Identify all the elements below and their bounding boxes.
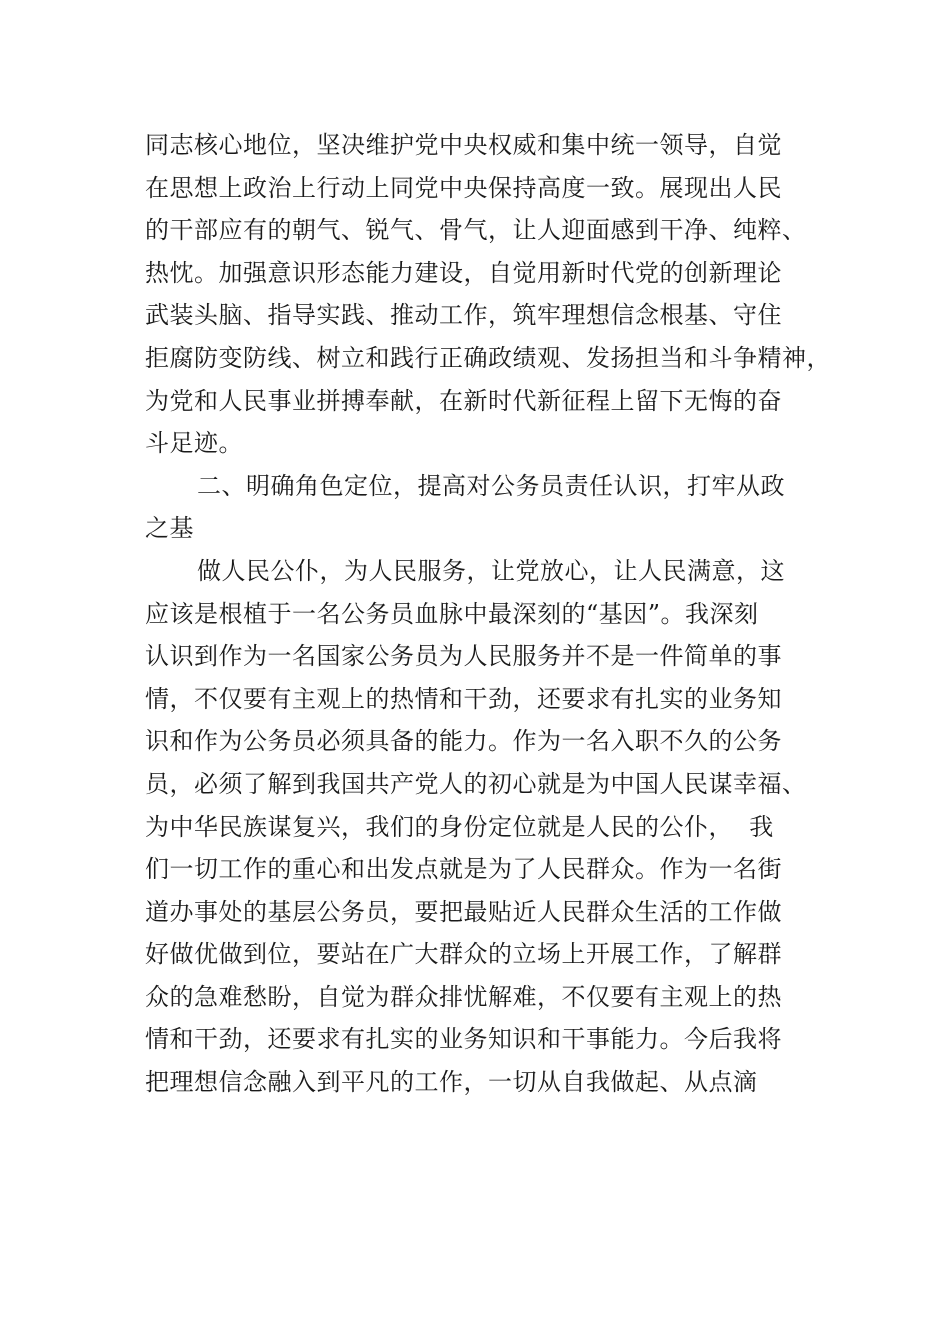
text-line: 应该是根植于一名公务员血脉中最深刻的“基因”。我深刻: [145, 599, 759, 628]
text-line: 员，必须了解到我国共产党人的初心就是为中国人民谋幸福、: [145, 769, 807, 798]
text-line: 道办事处的基层公务员，要把最贴近人民群众生活的工作做: [145, 897, 782, 926]
text-line: 热忱。加强意识形态能力建设，自觉用新时代党的创新理论: [145, 258, 782, 287]
paragraph-start: 做人民公仆，为人民服务，让党放心，让人民满意，这: [197, 556, 785, 585]
text-line: 情和干劲，还要求有扎实的业务知识和干事能力。今后我将: [145, 1025, 782, 1054]
text-line: 好做优做到位，要站在广大群众的立场上开展工作，了解群: [145, 940, 782, 969]
section-heading-continuation: 之基: [145, 514, 194, 543]
section-heading: 二、明确角色定位，提高对公务员责任认识，打牢从政: [197, 471, 785, 500]
text-line: 认识到作为一名国家公务员为人民服务并不是一件简单的事: [145, 642, 782, 671]
text-line: 拒腐防变防线、树立和践行正确政绩观、发扬担当和斗争精神，: [145, 343, 831, 372]
text-line: 斗足迹。: [145, 429, 243, 458]
text-line: 的干部应有的朝气、锐气、骨气，让人迎面感到干净、纯粹、: [145, 216, 807, 245]
text-line: 们一切工作的重心和出发点就是为了人民群众。作为一名街: [145, 855, 782, 884]
text-line: 把理想信念融入到平凡的工作，一切从自我做起、从点滴: [145, 1068, 758, 1097]
text-line: 为中华民族谋复兴，我们的身份定位就是人民的公仆， 我: [145, 812, 774, 841]
body-text: [145, 124, 845, 1104]
text-line: 识和作为公务员必须具备的能力。作为一名入职不久的公务: [145, 727, 782, 756]
text-line: 在思想上政治上行动上同党中央保持高度一致。展现出人民: [145, 173, 782, 202]
text-line: 情，不仅要有主观上的热情和干劲，还要求有扎实的业务知: [145, 684, 782, 713]
text-line: 为党和人民事业拼搏奉献，在新时代新征程上留下无悔的奋: [145, 386, 782, 415]
text-line: 同志核心地位，坚决维护党中央权威和集中统一领导，自觉: [145, 131, 782, 159]
text-line: 众的急难愁盼，自觉为群众排忧解难，不仅要有主观上的热: [145, 982, 782, 1011]
text-line: 武装头脑、指导实践、推动工作，筑牢理想信念根基、守住: [145, 301, 782, 330]
